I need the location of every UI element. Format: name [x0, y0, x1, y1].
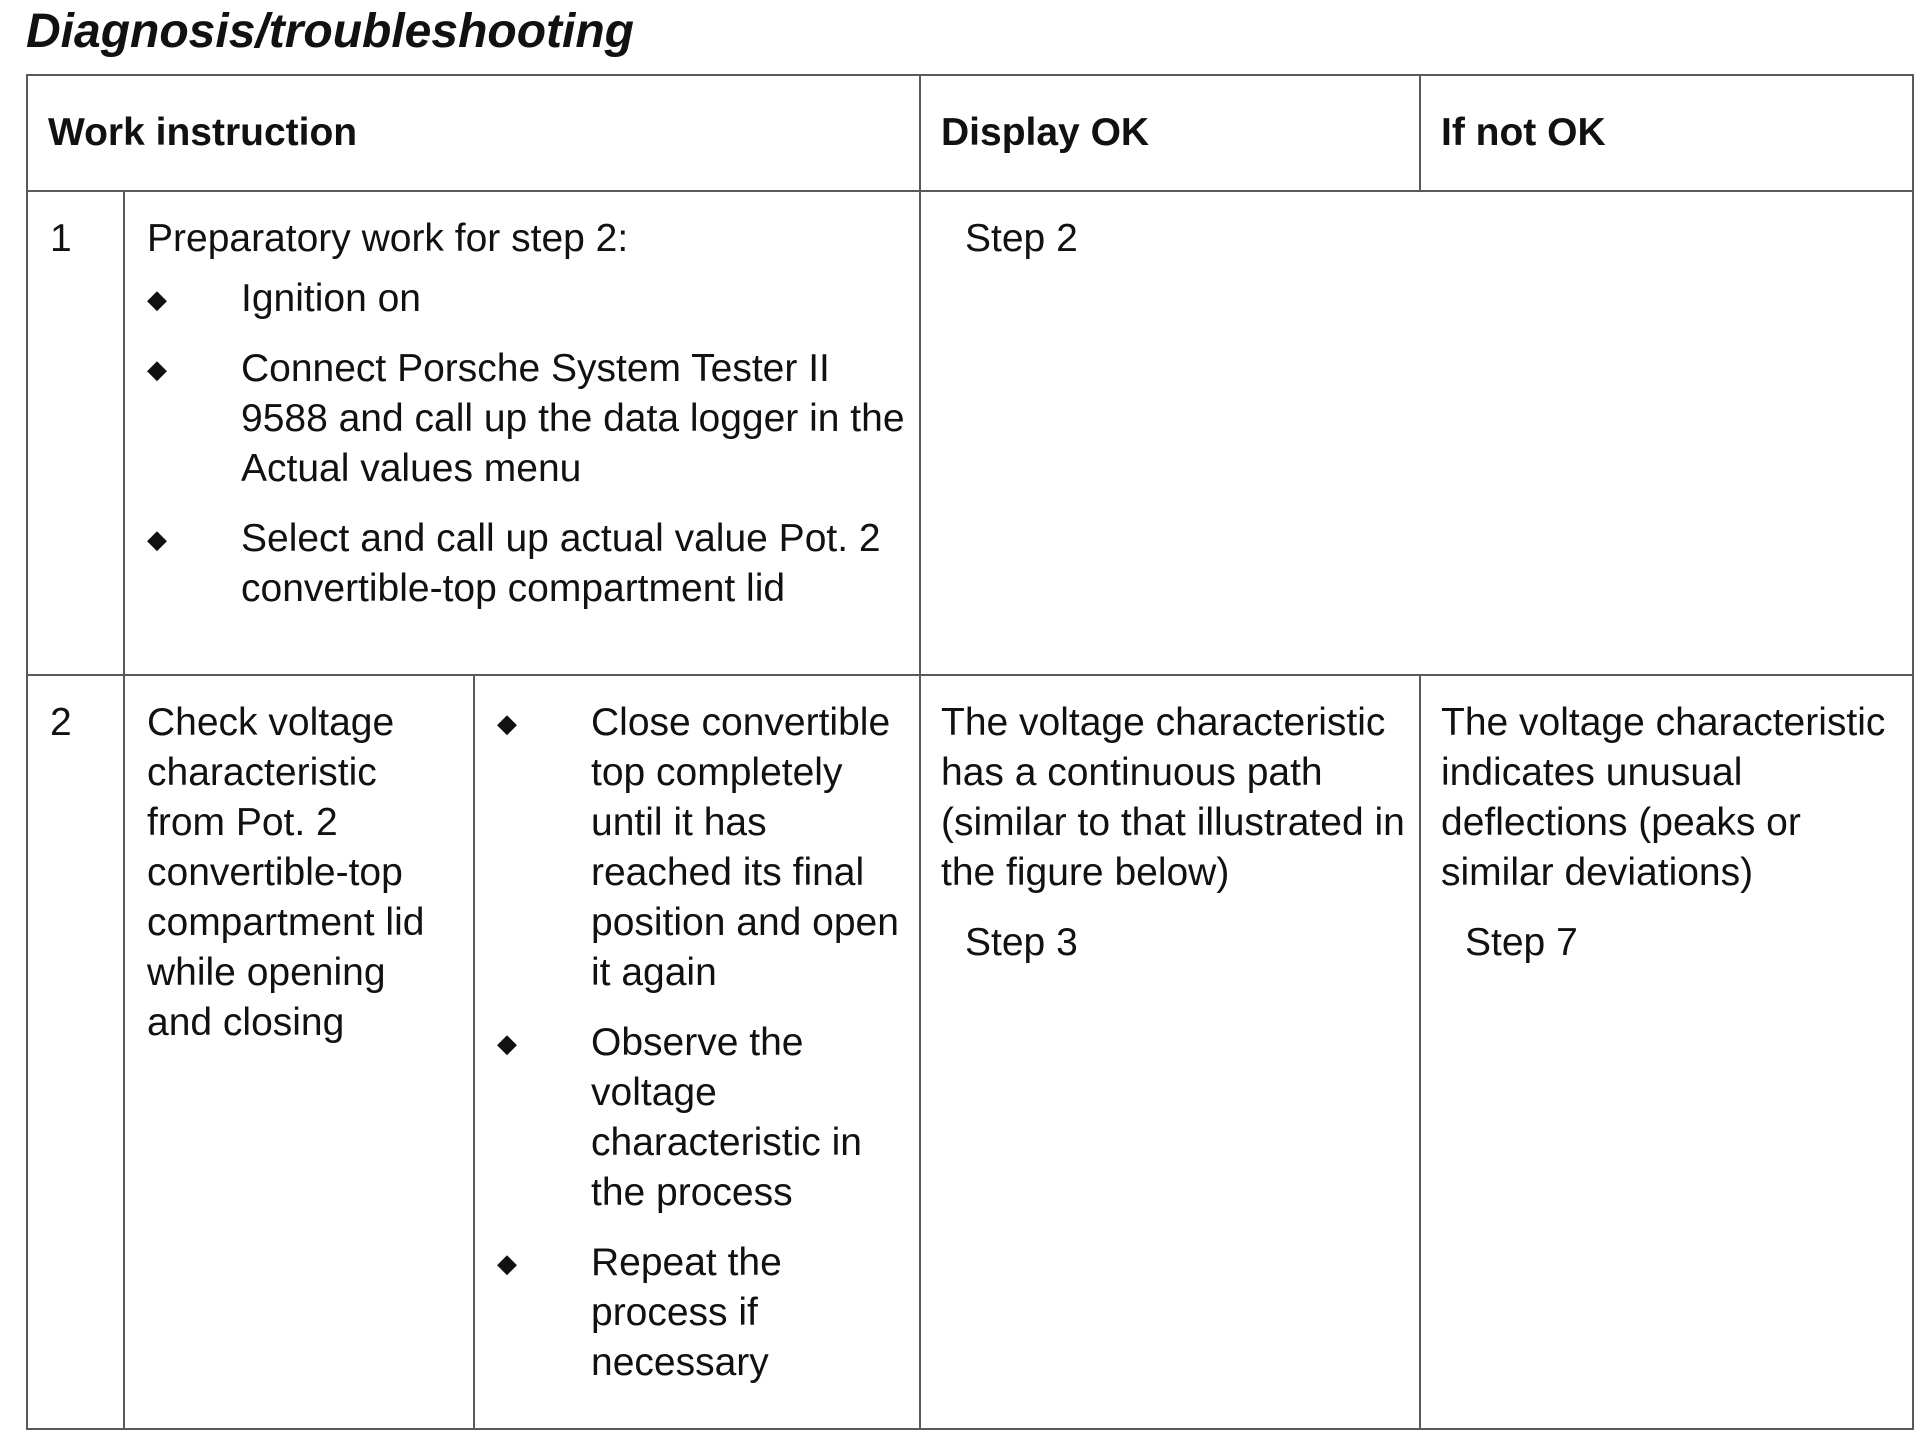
step-number: 2 — [27, 675, 124, 1429]
work-instruction-bullets-cell — [474, 675, 920, 1429]
work-instruction-cell — [124, 191, 920, 675]
if-not-ok-cell — [1420, 675, 1913, 1429]
display-ok-cell — [920, 191, 1913, 675]
display-ok-step: Step 3 — [965, 921, 1078, 964]
instruction-bullet-list — [147, 274, 907, 614]
table-header-row — [27, 75, 1913, 191]
diamond-bullet-icon: ◆ — [497, 1248, 517, 1278]
diamond-bullet-icon: ◆ — [497, 1028, 517, 1058]
table-row — [27, 675, 1913, 1429]
bullet-text: Ignition on — [241, 277, 421, 320]
bullet-text: Observe the voltage characteristic in the process — [591, 1021, 862, 1214]
display-ok-text: The voltage characteristic has a continuous path (similar to that illustrated in the figure below) — [941, 701, 1405, 894]
bullet-text: Connect Porsche System Tester II 9588 and call up the data logger in the Actual values menu — [241, 347, 905, 490]
header-if-not-ok: If not OK — [1420, 75, 1913, 191]
work-instruction-cell: Check voltage characteristic from Pot. 2 convertible-top compartment lid while opening and closing — [124, 675, 474, 1429]
bullet-text: Select and call up actual value Pot. 2 convertible-top compartment lid — [241, 517, 881, 610]
bullet-text: Close convertible top completely until it has reached its final position and open it again — [591, 701, 899, 994]
header-work-instruction: Work instruction — [27, 75, 920, 191]
list-item — [147, 514, 907, 614]
display-ok-step: Step 2 — [965, 217, 1078, 260]
diamond-bullet-icon: ◆ — [497, 708, 517, 738]
if-not-ok-step: Step 7 — [1465, 921, 1578, 964]
table-row — [27, 191, 1913, 675]
list-item — [497, 1018, 907, 1218]
instruction-intro: Preparatory work for step 2: — [147, 217, 629, 260]
header-display-ok: Display OK — [920, 75, 1420, 191]
instruction-bullet-list — [497, 698, 907, 1388]
list-item — [147, 274, 907, 324]
step-number: 1 — [27, 191, 124, 675]
list-item — [497, 1238, 907, 1388]
diamond-bullet-icon: ◆ — [147, 284, 167, 314]
if-not-ok-text: The voltage characteristic indicates unusual deflections (peaks or similar deviations) — [1441, 701, 1886, 894]
display-ok-cell — [920, 675, 1420, 1429]
diamond-bullet-icon: ◆ — [147, 354, 167, 384]
list-item — [497, 698, 907, 998]
diamond-bullet-icon: ◆ — [147, 524, 167, 554]
page-title: Diagnosis/troubleshooting — [26, 5, 634, 58]
bullet-text: Repeat the process if necessary — [591, 1241, 782, 1384]
list-item — [147, 344, 907, 494]
diagnosis-table — [26, 74, 1914, 1430]
